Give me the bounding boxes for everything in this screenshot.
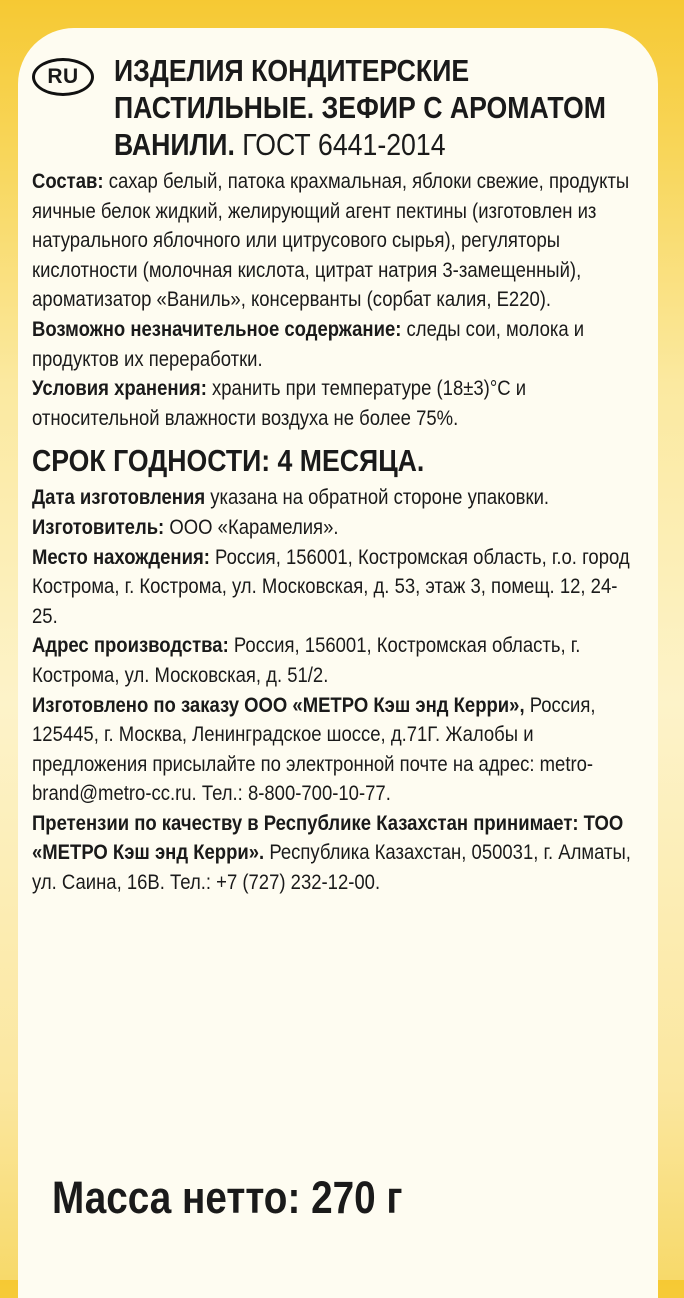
shelf-life: СРОК ГОДНОСТИ: 4 МЕСЯЦА. — [32, 443, 425, 479]
title-block — [32, 52, 632, 163]
traces — [32, 315, 634, 374]
label-body — [32, 167, 634, 433]
product-title — [114, 52, 656, 163]
location — [32, 543, 634, 632]
composition — [32, 167, 634, 315]
composition-text: сахар белый, патока крахмальная, яблоки свежие, продукты яичные белок жидкий, желирующий агент пектины (изготовлен из натурального яблочного или цитрусового сырья), регуляторы кислотности (молочная кислота, цитрат натрия 3-замещенный), ароматизатор «Ваниль», консерванты (сорбат калия, Е220). — [32, 169, 630, 312]
kazakhstan-label: Претензии по качеству в Республике Казахстан принимает: ТОО «МЕТРО Кэш энд Керри». — [32, 810, 624, 865]
location-label: Место нахождения: — [32, 544, 210, 569]
ordered-by-label: Изготовлено по заказу ООО «МЕТРО Кэш энд Керри», — [32, 692, 525, 717]
title-line-2: ПАСТИЛЬНЫЕ. ЗЕФИР С АРОМАТОМ — [114, 90, 606, 125]
location-text: Россия, 156001, Костромская область, г.о. город Кострома, г. Кострома, ул. Московская, д. 53, этаж 3, помещ. 12, 24-25. — [32, 544, 630, 628]
production-address-text: Россия, 156001, Костромская область, г. Кострома, ул. Московская, д. 51/2. — [32, 633, 581, 687]
production-address — [32, 631, 634, 690]
manufacturer — [32, 513, 634, 543]
ordered-by-text: Россия, 125445, г. Москва, Ленинградское шоссе, д.71Г. Жалобы и предложения присылайте по электронной почте на адрес: metro-brand@metro-cc.ru. Тел.: 8-800-700-10-77. — [32, 692, 596, 806]
production-address-label: Адрес производства: — [32, 633, 229, 658]
ru-language-badge: RU — [32, 58, 94, 96]
storage-text: хранить при температуре (18±3)°С и относительной влажности воздуха не более 75%. — [32, 376, 527, 430]
manufacturer-label: Изготовитель: — [32, 514, 165, 539]
storage-label: Условия хранения: — [32, 376, 207, 401]
manufacturer-text: ООО «Карамелия». — [169, 514, 339, 539]
kazakhstan-claims — [32, 809, 634, 898]
composition-label: Состав: — [32, 169, 104, 193]
traces-text: следы сои, молока и продуктов их переработки. — [32, 316, 585, 371]
net-mass: Масса нетто: 270 г — [52, 1172, 403, 1223]
manufacture-date-text: указана на обратной стороне упаковки. — [210, 485, 550, 510]
manufacture-date — [32, 483, 634, 513]
kazakhstan-text: Республика Казахстан, 050031, г. Алматы, ул. Саина, 16В. Тел.: +7 (727) 232-12-00. — [32, 840, 631, 895]
label-content — [32, 52, 632, 898]
traces-label: Возможно незначительное содержание: — [32, 316, 402, 341]
gost-standard: ГОСТ 6441-2014 — [242, 127, 446, 162]
label-body-2 — [32, 483, 634, 897]
title-line-3: ВАНИЛИ. — [114, 127, 235, 162]
title-line-1: ИЗДЕЛИЯ КОНДИТЕРСКИЕ — [114, 53, 470, 88]
manufacture-date-label: Дата изготовления — [32, 485, 206, 510]
ordered-by — [32, 691, 634, 809]
storage — [32, 374, 634, 433]
